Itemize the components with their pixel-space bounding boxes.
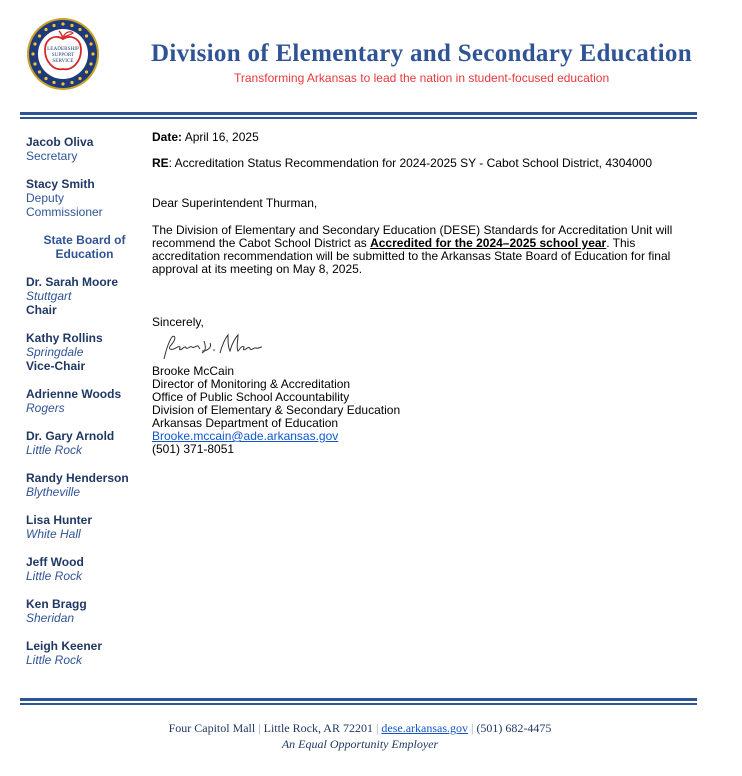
- member-name: Lisa Hunter: [26, 513, 93, 527]
- official-role: Secretary: [26, 149, 78, 163]
- salutation: Dear Superintendent Thurman,: [152, 196, 318, 210]
- footer-address: Four Capitol Mall: [168, 721, 256, 735]
- date-value: April 16, 2025: [182, 130, 259, 144]
- member-name: Kathy Rollins: [26, 331, 103, 345]
- member-city: Springdale: [26, 345, 84, 359]
- board-heading-line: State Board of: [43, 233, 126, 247]
- separator: |: [255, 721, 264, 735]
- footer-contact: [0, 721, 720, 736]
- body-paragraph: [152, 224, 682, 276]
- re-label: RE: [152, 156, 169, 170]
- board-member: [26, 275, 141, 317]
- closing: Sincerely,: [152, 315, 204, 329]
- official-name: Jacob Oliva: [26, 135, 94, 149]
- member-city: Rogers: [26, 401, 65, 415]
- member-name: Dr. Sarah Moore: [26, 275, 119, 289]
- header-tagline: Transforming Arkansas to lead the nation in student-focused education: [234, 71, 610, 85]
- member-city: Little Rock: [26, 569, 83, 583]
- body-text: . This accreditation recommendation will be submitted to the Arkansas State Board of Education for final approval at its meeting on May 8, 2025.: [152, 236, 671, 276]
- official-role: Commissioner: [26, 205, 103, 219]
- official-stacy-smith: [26, 177, 141, 219]
- member-name: Adrienne Woods: [26, 387, 122, 401]
- board-member: [26, 639, 141, 667]
- accreditation-status: Accredited for the 2024–2025 school year: [370, 236, 607, 250]
- board-member: [26, 513, 141, 541]
- signer-department: Arkansas Department of Education: [152, 416, 339, 430]
- board-member: [26, 555, 141, 583]
- member-name: Jeff Wood: [26, 555, 84, 569]
- member-city: Little Rock: [26, 653, 83, 667]
- svg-text:SUPPORT: SUPPORT: [51, 52, 75, 58]
- signature-block: [152, 365, 682, 456]
- signer-email-link[interactable]: Brooke.mccain@ade.arkansas.gov: [152, 429, 339, 443]
- member-city: Blytheville: [26, 485, 81, 499]
- letter-date: [152, 131, 682, 144]
- board-member: [26, 387, 141, 415]
- signer-title: Director of Monitoring & Accreditation: [152, 377, 351, 391]
- separator: |: [372, 721, 382, 735]
- leadership-support-service-logo: [26, 17, 100, 91]
- body-text: The Division of Elementary and Secondary Education (DESE) Standards for Accreditation Unit will recommend the Cabot School District as: [152, 223, 673, 250]
- footer-tagline: An Equal Opportunity Employer: [281, 737, 439, 751]
- page-title: Division of Elementary and Secondary Education: [151, 40, 692, 67]
- date-label: Date:: [152, 130, 183, 144]
- letter-body: [152, 131, 682, 456]
- official-role: Deputy: [26, 191, 65, 205]
- official-name: Stacy Smith: [26, 177, 95, 191]
- signature-image: [156, 329, 276, 363]
- member-title: Vice-Chair: [26, 359, 86, 373]
- board-heading-line: Education: [55, 247, 114, 261]
- board-member: [26, 597, 141, 625]
- member-city: Stuttgart: [26, 289, 72, 303]
- re-value: : Accreditation Status Recommendation for 2024-2025 SY - Cabot School District, 4304000: [168, 156, 653, 170]
- letter-subject: [152, 157, 682, 170]
- board-member: [26, 429, 141, 457]
- svg-text:SERVICE: SERVICE: [52, 58, 74, 64]
- member-name: Leigh Keener: [26, 639, 103, 653]
- separator: |: [468, 721, 477, 735]
- header-divider: [20, 112, 697, 119]
- official-jacob-oliva: [26, 135, 141, 163]
- sidebar-directory: [26, 135, 141, 681]
- footer-divider: [20, 698, 697, 705]
- member-name: Dr. Gary Arnold: [26, 429, 115, 443]
- board-member: [26, 331, 141, 373]
- member-name: Randy Henderson: [26, 471, 129, 485]
- signer-division: Division of Elementary & Secondary Education: [152, 403, 401, 417]
- footer-city: Little Rock, AR 72201: [263, 721, 373, 735]
- member-title: Chair: [26, 303, 57, 317]
- board-member: [26, 471, 141, 499]
- footer-phone: (501) 682-4475: [476, 721, 552, 735]
- svg-text:LEADERSHIP: LEADERSHIP: [47, 46, 79, 52]
- signer-phone: (501) 371-8051: [152, 442, 235, 456]
- signer-name: Brooke McCain: [152, 364, 235, 378]
- board-heading: [26, 233, 141, 261]
- member-city: Sheridan: [26, 611, 75, 625]
- member-city: White Hall: [26, 527, 81, 541]
- member-city: Little Rock: [26, 443, 83, 457]
- signer-office: Office of Public School Accountability: [152, 390, 350, 404]
- footer-website-link[interactable]: dese.arkansas.gov: [381, 721, 469, 735]
- member-name: Ken Bragg: [26, 597, 87, 611]
